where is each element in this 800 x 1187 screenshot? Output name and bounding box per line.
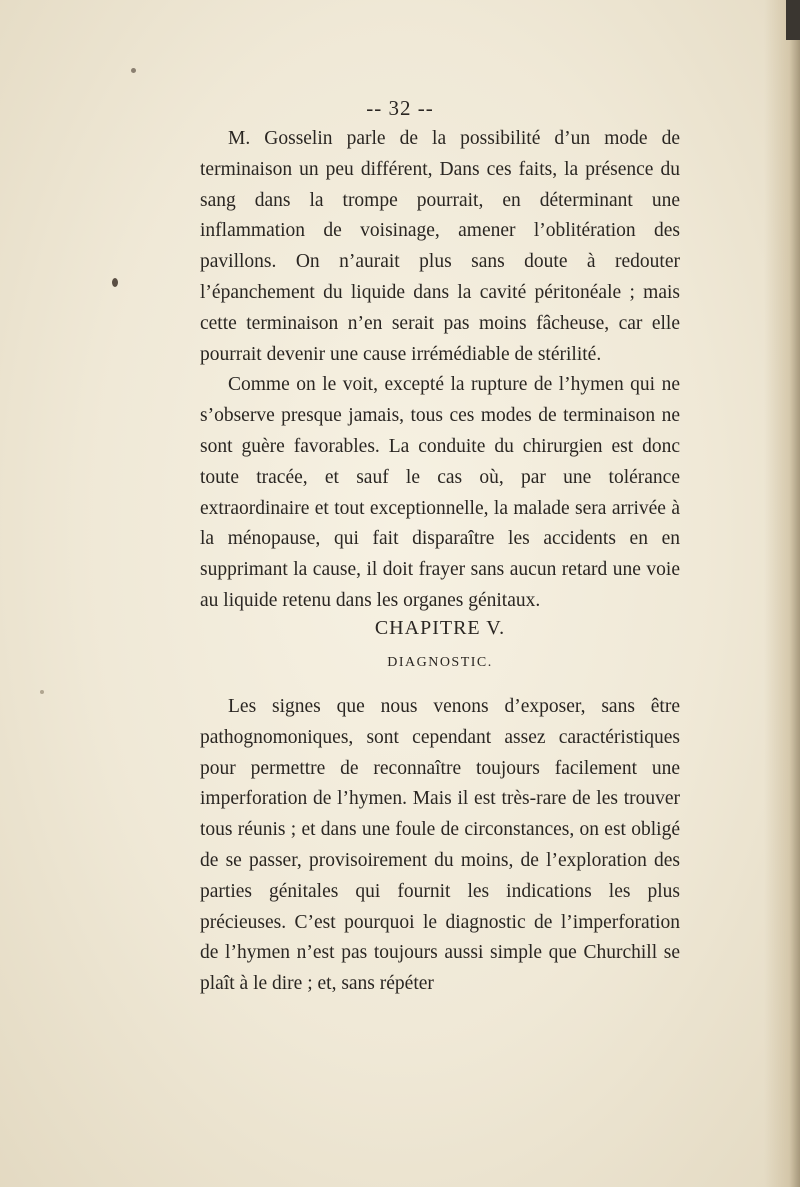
- paragraph: Les signes que nous venons d’exposer, sans être pathognomoniques, sont cependant assez caractéristiques pour permettre de reconnaître toujours facilement une imperforation de l’hymen. Mais il est très-rare de les trouver tous réunis ; et dans une foule de circonstances, on est obligé de se passer, provisoirement du moins, de l’exploration des parties génitales qui fournit les indications les plus précieuses. C’est pourquoi le diagnostic de l’imperforation de l’hymen n’est pas toujours aussi simple que Churchill se plaît à le dire ; et, sans répéter: [200, 696, 680, 995]
- ink-speck: [131, 68, 136, 73]
- text-block-upper: [200, 124, 680, 617]
- paragraph: Comme on le voit, excepté la rupture de l’hymen qui ne s’observe presque jamais, tous ces modes de terminaison ne sont guère favorables. La conduite du chirurgien est donc toute tracée, et sauf le cas où, par une tolérance extraordinaire et tout exceptionnelle, la malade sera arrivée à la ménopause, qui fait disparaître les accidents en en supprimant la cause, il doit frayer sans aucun retard une voie au liquide retenu dans les organes génitaux.: [200, 374, 680, 611]
- page-edge-shadow: [764, 0, 800, 1187]
- section-heading: DIAGNOSTIC.: [387, 655, 493, 670]
- text-block-lower: [200, 692, 680, 1000]
- page-number: -- 32 --: [366, 96, 434, 120]
- chapter-heading: CHAPITRE V.: [374, 617, 506, 639]
- ink-speck: [40, 690, 44, 694]
- paragraph: M. Gosselin parle de la possibilité d’un mode de terminaison un peu différent, Dans ces faits, la présence du sang dans la trompe pourrait, en déterminant une inflammation de voisinage, amener l’oblitération des pavillons. On n’aurait plus sans doute à redouter l’épanchement du liquide dans la cavité péritonéale ; mais cette terminaison n’en serait pas moins fâcheuse, car elle pourrait devenir une cause irrémédiable de stérilité.: [200, 128, 680, 365]
- page-corner-dark: [786, 0, 800, 40]
- ink-speck: [112, 278, 118, 287]
